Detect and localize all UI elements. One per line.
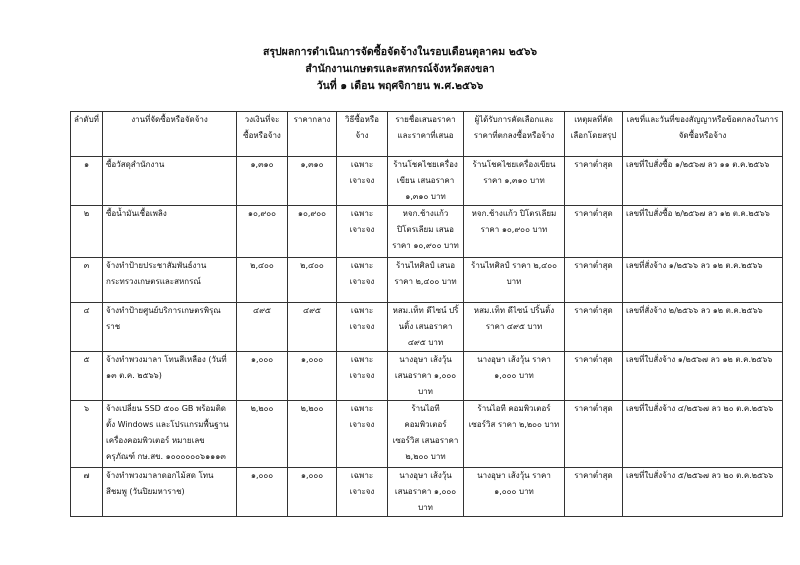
cell-no: ๔: [71, 303, 103, 352]
cell-winner: หจก.ช้างแก้ว ปิโตรเลียม ราคา ๑๐,๙๐๐ บาท: [464, 206, 565, 258]
cell-budget: ๑,๐๐๐: [237, 352, 288, 401]
cell-bidders: ร้านไอที คอมพิวเตอร์ เซอร์วิส เสนอราคา ๒,๒๐๐ บาท: [388, 401, 464, 468]
cell-no: ๑: [71, 157, 103, 206]
cell-budget: ๑,๐๐๐: [237, 468, 288, 517]
cell-median-price: ๑๐,๙๐๐: [288, 206, 337, 258]
col-header-budget: วงเงินที่จะซื้อหรือจ้าง: [237, 112, 288, 157]
cell-median-price: ๒,๒๐๐: [288, 401, 337, 468]
cell-budget: ๒,๔๐๐: [237, 258, 288, 303]
table-row: [71, 352, 783, 401]
cell-method: เฉพาะเจาะจง: [337, 468, 388, 517]
col-header-reason: เหตุผลที่คัดเลือกโดยสรุป: [565, 112, 623, 157]
table-row: [71, 157, 783, 206]
cell-reason: ราคาต่ำสุด: [565, 401, 623, 468]
cell-budget: ๒,๒๐๐: [237, 401, 288, 468]
cell-method: เฉพาะเจาะจง: [337, 401, 388, 468]
cell-winner: นางอุษา เส้งวุ้น ราคา ๑,๐๐๐ บาท: [464, 352, 565, 401]
cell-winner: นางอุษา เส้งวุ้น ราคา ๑,๐๐๐ บาท: [464, 468, 565, 517]
col-header-method: วิธีซื้อหรือจ้าง: [337, 112, 388, 157]
cell-method: เฉพาะเจาะจง: [337, 352, 388, 401]
cell-method: เฉพาะเจาะจง: [337, 258, 388, 303]
document-header: [0, 44, 800, 95]
cell-item: จ้างเปลี่ยน SSD ๕๐๐ GB พร้อมติดตั้ง Windows และโปรแกรมพื้นฐานเครื่องคอมพิวเตอร์ หมายเลขครุภัณฑ์ กษ.สข. ๑๐๐๐๐๐๐๖๑๑๑๓: [103, 401, 237, 468]
col-header-median-price: ราคากลาง: [288, 112, 337, 157]
table-row: [71, 258, 783, 303]
report-date: วันที่ ๑ เดือน พฤศจิกายน พ.ศ.๒๕๖๖: [316, 80, 484, 92]
col-header-winner: ผู้ได้รับการคัดเลือกและราคาที่ตกลงซื้อหรือจ้าง: [464, 112, 565, 157]
cell-median-price: ๑,๐๐๐: [288, 352, 337, 401]
cell-no: ๒: [71, 206, 103, 258]
cell-winner: ร้านไทศิลป์ ราคา ๒,๔๐๐ บาท: [464, 258, 565, 303]
cell-item: จ้างทำพวงมาลาดอกไม้สด โทนสีชมพู (วันปิยมหาราช): [103, 468, 237, 517]
cell-budget: ๔๙๕: [237, 303, 288, 352]
cell-item: ซื้อวัสดุสำนักงาน: [103, 157, 237, 206]
col-header-item: งานที่จัดซื้อหรือจัดจ้าง: [103, 112, 237, 157]
cell-item: จ้างทำพวงมาลา โทนสีเหลือง (วันที่ ๑๓ ต.ค. ๒๕๖๖): [103, 352, 237, 401]
table-row: [71, 206, 783, 258]
cell-contract: เลขที่ใบสั่งจ้าง ๕/๒๕๖๗ ลว ๒๐ ต.ค.๒๕๖๖: [623, 468, 783, 517]
procurement-table: [70, 111, 783, 517]
table-header-row: [71, 112, 783, 157]
cell-reason: ราคาต่ำสุด: [565, 468, 623, 517]
report-title: สรุปผลการดำเนินการจัดซื้อจัดจ้างในรอบเดือนตุลาคม ๒๕๖๖: [262, 46, 538, 58]
cell-winner: ร้านไอที คอมพิวเตอร์ เซอร์วิส ราคา ๒,๒๐๐ บาท: [464, 401, 565, 468]
cell-contract: เลขที่ใบสั่งจ้าง ๔/๒๕๖๗ ลว ๒๐ ต.ค.๒๕๖๖: [623, 401, 783, 468]
cell-contract: เลขที่สั่งจ้าง ๒/๒๕๖๖ ลว ๑๒ ต.ค.๒๕๖๖: [623, 303, 783, 352]
cell-item: จ้างทำป้ายประชาสัมพันธ์งานกระทรวงเกษตรและสหกรณ์: [103, 258, 237, 303]
cell-method: เฉพาะเจาะจง: [337, 157, 388, 206]
cell-bidders: ร้านไทศิลป์ เสนอราคา ๒,๔๐๐ บาท: [388, 258, 464, 303]
cell-no: ๓: [71, 258, 103, 303]
cell-bidders: นางอุษา เส้งวุ้น เสนอราคา ๑,๐๐๐ บาท: [388, 468, 464, 517]
cell-bidders: นางอุษา เส้งวุ้น เสนอราคา ๑,๐๐๐ บาท: [388, 352, 464, 401]
table-row: [71, 468, 783, 517]
cell-reason: ราคาต่ำสุด: [565, 157, 623, 206]
col-header-contract: เลขที่และวันที่ของสัญญาหรือข้อตกลงในการจัดซื้อหรือจ้าง: [623, 112, 783, 157]
office-name: สำนักงานเกษตรและสหกรณ์จังหวัดสงขลา: [305, 63, 495, 75]
cell-reason: ราคาต่ำสุด: [565, 352, 623, 401]
cell-item: จ้างทำป้ายศูนย์บริการเกษตรพิรุณราช: [103, 303, 237, 352]
cell-median-price: ๑,๐๐๐: [288, 468, 337, 517]
cell-method: เฉพาะเจาะจง: [337, 303, 388, 352]
table-row: [71, 401, 783, 468]
cell-median-price: ๔๙๕: [288, 303, 337, 352]
cell-reason: ราคาต่ำสุด: [565, 258, 623, 303]
cell-budget: ๑,๓๑๐: [237, 157, 288, 206]
cell-contract: เลขที่สั่งจ้าง ๑/๒๕๖๖ ลว ๑๒ ต.ค.๒๕๖๖: [623, 258, 783, 303]
cell-reason: ราคาต่ำสุด: [565, 303, 623, 352]
cell-method: เฉพาะเจาะจง: [337, 206, 388, 258]
cell-bidders: ร้านโชคไชยเครื่องเขียน เสนอราคา ๑,๓๑๐ บาท: [388, 157, 464, 206]
table-row: [71, 303, 783, 352]
cell-winner: หสม.เท็ท ดีไซน์ ปริ้นติ้ง ราคา ๔๙๕ บาท: [464, 303, 565, 352]
col-header-no: ลำดับที่: [71, 112, 103, 157]
cell-no: ๗: [71, 468, 103, 517]
cell-item: ซื้อน้ำมันเชื้อเพลิง: [103, 206, 237, 258]
cell-reason: ราคาต่ำสุด: [565, 206, 623, 258]
cell-no: ๖: [71, 401, 103, 468]
cell-winner: ร้านโชคไชยเครื่องเขียน ราคา ๑,๓๑๐ บาท: [464, 157, 565, 206]
cell-median-price: ๑,๓๑๐: [288, 157, 337, 206]
cell-bidders: หจก.ช้างแก้ว ปิโตรเลียม เสนอราคา ๑๐,๙๐๐ บาท: [388, 206, 464, 258]
cell-contract: เลขที่ใบสั่งจ้าง ๑/๒๕๖๗ ลว ๑๒ ต.ค.๒๕๖๖: [623, 352, 783, 401]
cell-contract: เลขที่ใบสั่งซื้อ ๒/๒๕๖๗ ลว ๑๒ ต.ค.๒๕๖๖: [623, 206, 783, 258]
cell-contract: เลขที่ใบสั่งซื้อ ๑/๒๕๖๗ ลว ๑๑ ต.ค.๒๕๖๖: [623, 157, 783, 206]
cell-budget: ๑๐,๙๐๐: [237, 206, 288, 258]
cell-median-price: ๒,๔๐๐: [288, 258, 337, 303]
col-header-bidders: รายชื่อเสนอราคาและราคาที่เสนอ: [388, 112, 464, 157]
cell-bidders: หสม.เท็ท ดีไซน์ ปริ้นติ้ง เสนอราคา ๔๙๕ บาท: [388, 303, 464, 352]
cell-no: ๕: [71, 352, 103, 401]
